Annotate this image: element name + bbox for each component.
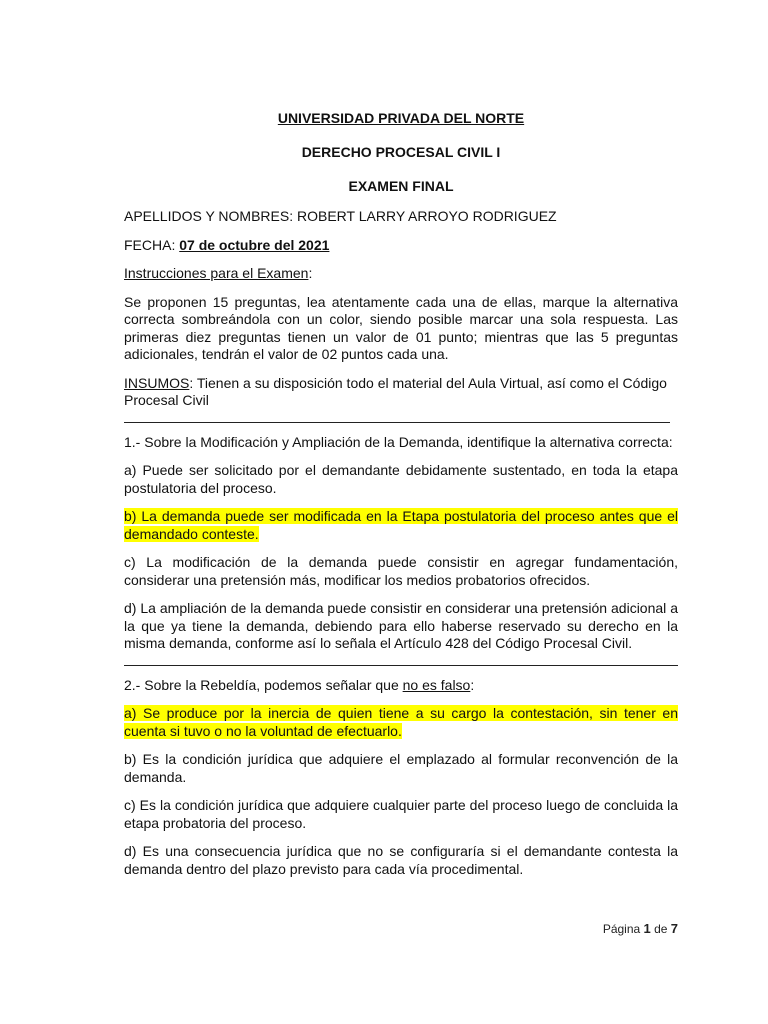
q1-option-a: a) Puede ser solicitado por el demandante debidamente sustentado, en toda la etapa postulatoria del proceso.: [124, 462, 678, 496]
question-2: 2.- Sobre la Rebeldía, podemos señalar que no es falso:: [124, 676, 475, 693]
total-pages: 7: [670, 921, 678, 936]
q2-option-b: b) Es la condición jurídica que adquiere el emplazado al formular reconvención de la demanda.: [124, 751, 678, 785]
page-footer: Página 1 de 7: [602, 921, 678, 936]
date-value: 07 de octubre del 2021: [179, 236, 330, 253]
answer-highlight: b) La demanda puede ser modificada en la Etapa postulatoria del proceso antes que el demandado conteste.: [124, 508, 678, 542]
document-body: [124, 110, 678, 878]
q1-option-d: d) La ampliación de la demanda puede consistir en considerar una pretensión adicional a la que ya tiene la demanda, debiendo para ello haberse reservado su derecho en la misma demanda, conforme así lo señala el Artículo 428 del Código Procesal Civil.: [124, 600, 678, 651]
insumos-text: : Tienen a su disposición todo el material del Aula Virtual, así como el Código Procesal Civil: [124, 374, 667, 408]
answer-highlight: a) Se produce por la inercia de quien tiene a su cargo la contestación, sin tener en cuenta si tuvo o no la voluntad de efectuarlo.: [124, 705, 678, 739]
page-number: 1: [643, 921, 651, 936]
exam-title: EXAMEN FINAL: [348, 178, 454, 194]
insumos-label: INSUMOS: [124, 374, 190, 391]
date-label: FECHA:: [124, 236, 180, 253]
student-line: [124, 208, 678, 226]
q1-option-b-selected: [124, 508, 678, 543]
student-label: APELLIDOS Y NOMBRES:: [124, 208, 297, 224]
university-title: UNIVERSIDAD PRIVADA DEL NORTE: [277, 110, 525, 126]
q1-option-c: c) La modificación de la demanda puede consistir en agregar fundamentación, considerar una pretensión más, modificar los medios probatorios ofrecidos.: [124, 554, 678, 588]
insumos-line: [124, 375, 678, 410]
instructions-body: Se proponen 15 preguntas, lea atentamente cada una de ellas, marque la alternativa correcta sombreándola con un color, siendo posible marcar una sola respuesta. Las primeras diez preguntas tienen un valor de 01 punto; mientras que las 5 preguntas adicionales, tendrán el valor de 02 puntos cada una.: [124, 293, 678, 362]
instructions-heading: Instrucciones para el Examen:: [124, 265, 313, 281]
course-title: DERECHO PROCESAL CIVIL I: [301, 144, 501, 160]
student-name: ROBERT LARRY ARROYO RODRIGUEZ: [297, 208, 557, 224]
q2-option-c: c) Es la condición jurídica que adquiere cualquier parte del proceso luego de concluida la etapa probatoria del proceso.: [124, 797, 678, 831]
question-1: 1.- Sobre la Modificación y Ampliación de la Demanda, identifique la alternativa correcta:: [124, 433, 673, 450]
q2-option-a-selected: [124, 705, 678, 740]
instructions-title: Instrucciones para el Examen: [124, 265, 309, 281]
question-2-emphasis: no es falso: [402, 676, 471, 693]
q2-option-d: d) Es una consecuencia jurídica que no se configuraría si el demandante contesta la demanda dentro del plazo previsto para cada vía procedimental.: [124, 843, 678, 877]
date-line: [124, 237, 678, 255]
